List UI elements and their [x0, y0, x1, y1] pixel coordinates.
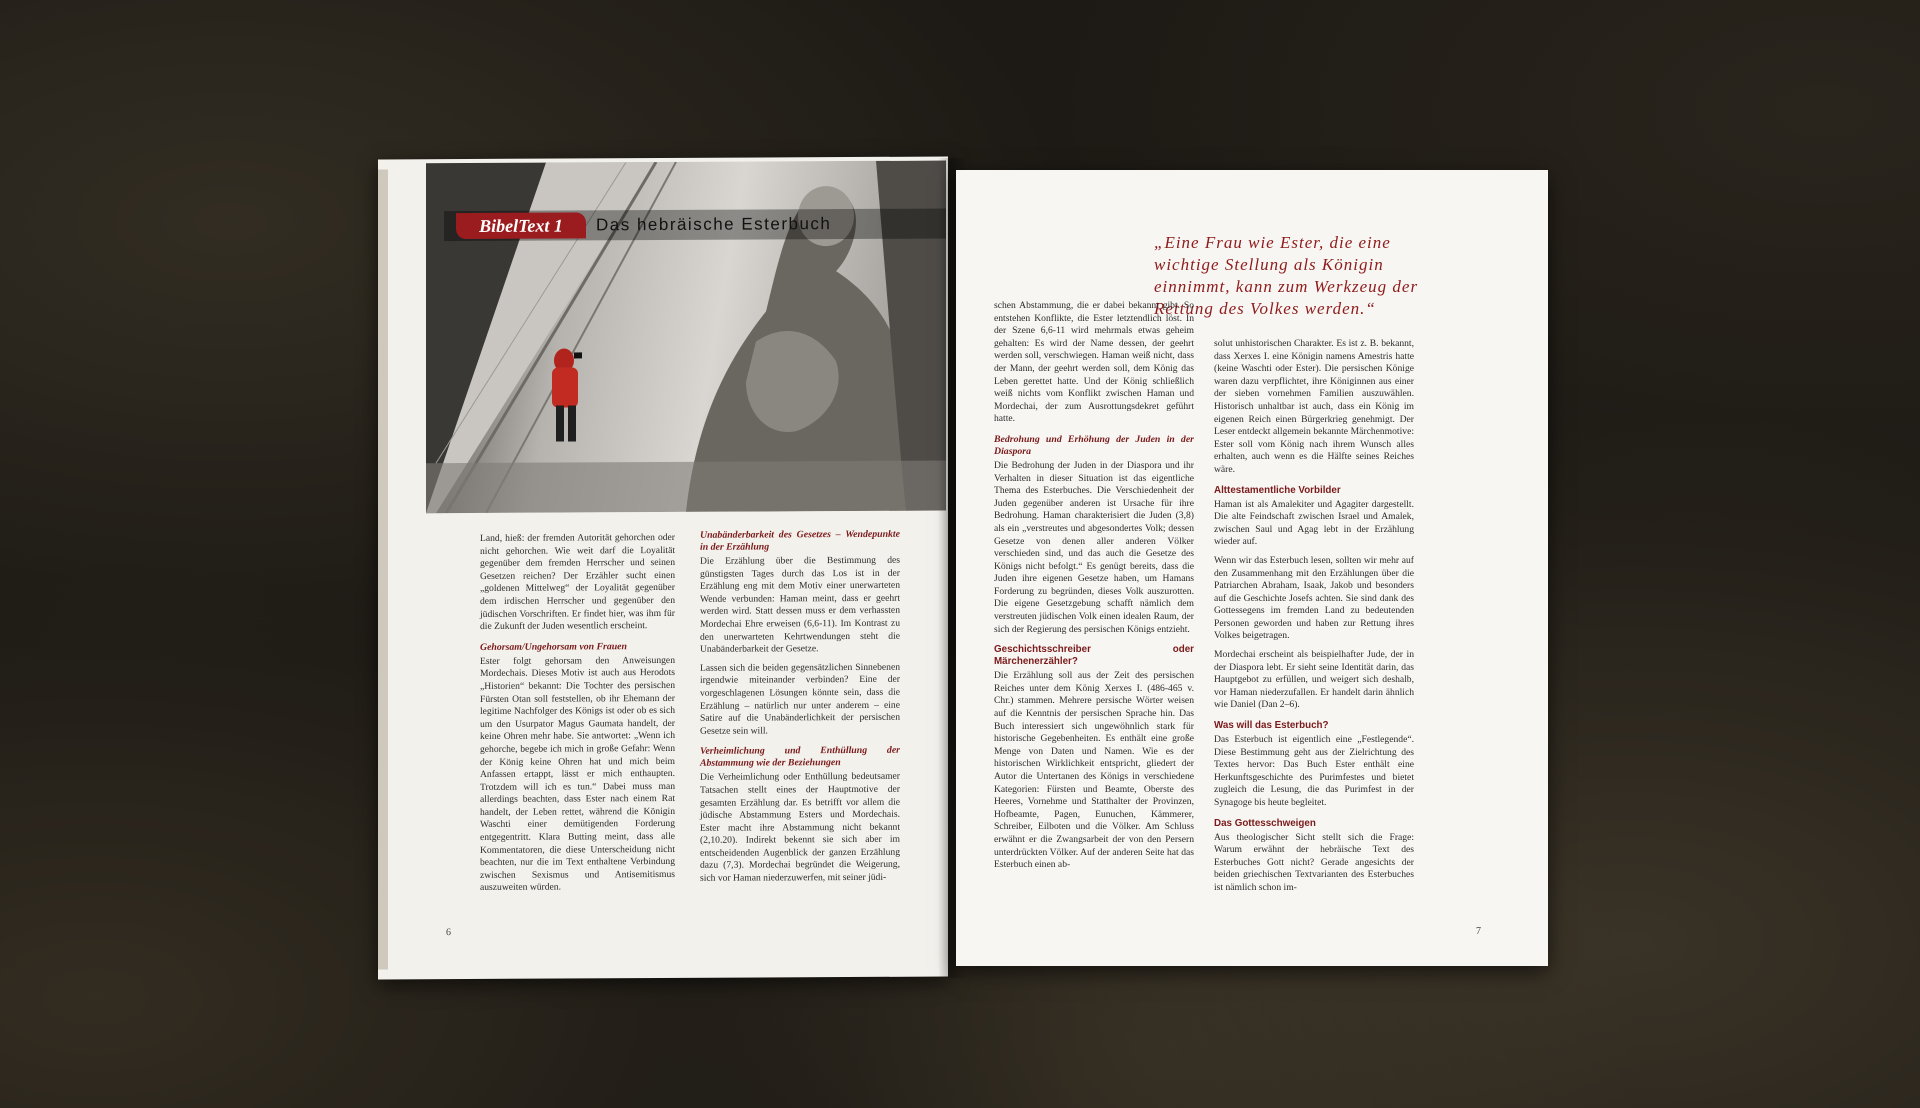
subheading: Gehorsam/Ungehorsam von Frauen	[480, 640, 627, 653]
left-column-2	[700, 529, 900, 892]
left-page	[378, 157, 948, 980]
paragraph: Haman ist als Amalekiter und Agagiter dargestellt. Die alte Feindschaft zwischen Israel und Amalek, zwischen Saul und Agag lebt in der Erzählung wieder auf.	[1214, 498, 1414, 548]
paragraph: Die Erzählung soll aus der Zeit des persischen Reiches unter dem König Xerxes I. (486-465 v. Chr.) stammen. Mehrere persische Wörter weisen auf die Kenntnis der persischen Sprache hin. Das Buch interessiert sich ungewöhnlich stark für historische Gegebenheiten. Es enthält eine große Menge von Daten und Namen. Wie es der historischen Wirklichkeit entspricht, gliedert der Autor die Untertanen des Königs in verschiedene Kategorien: Fürsten und Beamte, Oberste des Heeres, Vornehme und Statthalter der Provinzen, Hofbeamte, Pagen, Eunuchen, Kämmerer, Schreiber, Eilboten und die Völker. Am Schluss erwähnt er die Zwangsarbeit der von den Persern unterdrückten Völker. Auf der anderen Seite hat das Esterbuch einen ab-	[994, 670, 1194, 871]
page-edge	[378, 169, 388, 969]
paragraph: Die Bedrohung der Juden in der Diaspora und ihr Verhalten in dieser Situation ist das eigentliche Thema des Esterbuches. Die Verschiedenheit der Juden gegenüber anderen ist Ursache für ihre Bedrohung. Haman charakterisiert die Juden (3,8) als ein „verstreutes und abgesondertes Volk; dessen Gesetze von denen aller anderen Völker verschieden sind, und das auch die Gesetze des Königs nicht befolgt.“ Es genügt bereits, dass die Juden ihre eigenen Gesetze haben, um Hamans Forderung zu begründen, dieses Volk auszurotten. Die eigene Gesetzgebung schafft nämlich dem verstreuten jüdischen Volk einen idealen Raum, der sich der Regierung des persischen Königs entzieht.	[994, 459, 1194, 635]
right-page	[956, 170, 1548, 966]
right-column-1	[994, 300, 1194, 878]
paragraph: solut unhistorischen Charakter. Es ist z. B. bekannt, dass Xerxes I. eine Königin namens Amestris hatte (keine Waschti oder Ester). Die persischen Könige waren dazu verpflichtet, ihre Königinnen aus einer der sieben vornehmen Familien auszuwählen. Historisch unhaltbar ist auch, dass ein König im eigenen Reich einen Bürgerkrieg genehmigt. Der Leser entdeckt allgemein bekannte Märchenmotive: Ester soll vom König nach ihrem Wunsch alles erhalten, auch wenn es die Hälfte seines Reiches wäre.	[1214, 338, 1414, 475]
pull-quote: „Eine Frau wie Ester, die eine wichtige Stellung als Königin einnimmt, kann zum Werkzeug der Rettung des Volkes werden.“	[1154, 233, 1419, 318]
hero-photo	[426, 161, 946, 514]
tourist-figure	[552, 348, 582, 441]
subheading: Bedrohung und Erhöhung der Juden in der Diaspora	[994, 433, 1194, 457]
paragraph: schen Abstammung, die er dabei bekannt gibt. So entstehen Konflikte, die Ester letztendlich löst. In der Szene 6,6-11 wird mehrmals etwas geheim gehalten: Es wird der Name dessen, der geehrt werden soll, verschwiegen. Haman weiß nicht, dass der Mann, der geehrt werden soll, dem König das Leben gerettet hatte. Und der König schließlich weiß nichts vom Konflikt zwischen Haman und Mordechai, der zum Ausrottungsdekret geführt hatte.	[994, 300, 1194, 425]
page-number: 6	[446, 927, 451, 939]
page-number: 7	[1476, 926, 1481, 937]
subheading: Was will das Esterbuch?	[1214, 720, 1329, 732]
section-tag: BibelText 1	[456, 212, 586, 239]
paragraph: Die Erzählung über die Bestimmung des günstigsten Tages durch das Los ist in der Erzählung eng mit dem Motiv einer unerwarteten Wende verbunden: Haman meint, dass er geehrt werden wird. Statt dessen muss er dem verhassten Mordechai Ehre erweisen (6,6-11). Im Kontrast zu den unerwarteten Kehrtwendungen steht die Unabänderbarkeit der Gesetze.	[700, 554, 900, 655]
subheading: Alttestamentliche Vorbilder	[1214, 484, 1341, 496]
subheading: Das Gottesschweigen	[1214, 817, 1316, 829]
subheading: Verheimlichung und Enthüllung der Abstammung wie der Beziehungen	[700, 745, 900, 770]
chapter-title: Das hebräische Esterbuch	[596, 214, 832, 235]
paragraph: Land, hieß: der fremden Autorität gehorchen oder nicht gehorchen. Wie weit darf die Loyalität gegenüber dem fremden Herrscher und seinen Gesetzen reichen? Der Erzähler sucht einen „goldenen Mittelweg“ der Loyalität gegenüber dem irdischen Herrscher und gegenüber den jüdischen Vorschriften. Er findet hier, was ihm für die Zukunft der Juden wesentlich erscheint.	[480, 531, 675, 633]
right-column-2	[1214, 338, 1414, 901]
paragraph: Ester folgt gehorsam den Anweisungen Mordechais. Dieses Motiv ist auch aus Herodots „Historien“ bekannt: Die Tochter des persischen Fürsten Otan soll feststellen, ob ihr Ehemann der legitime Nachfolger des Königs ist oder ob es sich um den Usurpator Magus Gaumata handelt, der keine Ohren mehr habe. Sie antwortet: „Wenn ich gehorche, begebe ich mich in große Gefahr: Wenn der König keine Ohren hat und mich beim Anfassen ertappt, lässt er mich enthaupten. Trotzdem will ich es tun.“ Dabei muss man allerdings beachten, dass Ester nach einem Rat handelt, der Leben rettet, während die Königin Waschti einer demütigenden Forderung entgegentritt. Klara Butting meint, dass alle Kommentatoren, die diese Unterscheidung nicht beachten, nur die im Text enthaltene Verbindung zwischen Sexismus und Antisemitismus auszuweiten würden.	[480, 654, 675, 894]
left-column-1	[480, 532, 675, 901]
subheading: Unabänderbarkeit des Gesetzes – Wendepunkte in der Erzählung	[700, 528, 900, 553]
paragraph: Mordechai erscheint als beispielhafter Jude, der in der Diaspora lebt. Er sieht seine Identität darin, das Hauptgebot zu erfüllen, und weigert sich deshalb, vor Haman niederzufallen. Er handelt darin ähnlich wie Daniel (Dan 2–6).	[1214, 649, 1414, 711]
paragraph: Das Esterbuch ist eigentlich eine „Festlegende“. Diese Bestimmung geht aus der Zielrichtung des Textes hervor: Das Buch Ester enthält eine Herkunftsgeschichte des Purimfestes und bietet zugleich die Lesung, die das Purimfest in der Synagoge bis heute begleitet.	[1214, 734, 1414, 808]
paragraph: Wenn wir das Esterbuch lesen, sollten wir mehr auf den Zusammenhang mit den Erzählungen über die Patriarchen Abraham, Isaak, Jakob und besonders auf die Geschichte Josefs achten. Sie sind dank des Gottessegens im fremden Land zu bedeutenden Personen geworden und haben zur Rettung ihres Volkes beigetragen.	[1214, 554, 1414, 642]
subheading: Geschichtsschreiber oder Märchenerzähler?	[994, 644, 1194, 668]
paragraph: Aus theologischer Sicht stellt sich die Frage: Warum erwähnt der hebräische Text des Esterbuches Gott nicht? Gerade angesichts der beiden griechischen Textvarianten des Esterbuches ist nämlich schon im-	[1214, 831, 1414, 893]
open-magazine	[378, 158, 1548, 978]
paragraph: Die Verheimlichung oder Enthüllung bedeutsamer Tatsachen stellt eines der Hauptmotive der gesamten Erzählung dar. Es betrifft vor allem die jüdische Abstammung Esters und Mordechais. Ester macht ihre Abstammung nicht bekannt (2,10.20). Indirekt bekennt sie sich aber im entscheidenden Augenblick der ganzen Erzählung dazu (7,3). Mordechai begründet die Weigerung, sich vor Haman niederzuwerfen, mit seiner jüdi-	[700, 771, 900, 884]
paragraph: Lassen sich die beiden gegensätzlichen Sinnebenen irgendwie miteinander verbinden? Eine der vorgeschlagenen Lösungen könnte sein, dass die Erzählung – natürlich nur unter anderem – eine Satire auf die Unabänderlichkeit der persischen Gesetze sein will.	[700, 661, 900, 737]
